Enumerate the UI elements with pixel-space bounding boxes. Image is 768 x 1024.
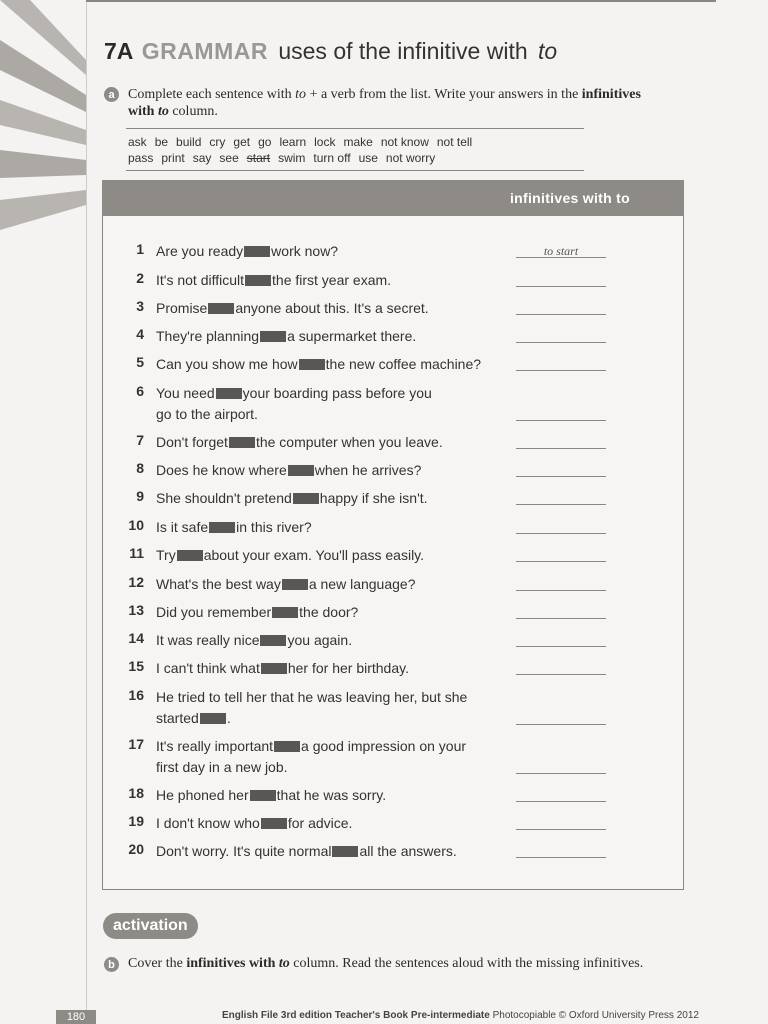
sentence-part: Did you remember [156, 604, 272, 620]
answer-line[interactable] [516, 674, 606, 675]
word-list-item: start [246, 151, 271, 165]
sentence-part: They're planning [156, 328, 260, 344]
word-list-bottom-rule [126, 170, 584, 171]
topic-prefix: uses of the infinitive with [278, 38, 528, 64]
sentence-text [156, 545, 486, 566]
sentence-part: He phoned her [156, 787, 249, 803]
sentence-part: a new language? [308, 576, 416, 592]
sentence-part: about your exam. You'll pass easily. [203, 547, 425, 563]
sentence-number: 5 [136, 354, 144, 370]
topic-word: to [538, 38, 558, 64]
sentence-text [156, 602, 486, 623]
answer-line[interactable] [516, 773, 606, 774]
answer-line[interactable] [516, 420, 606, 421]
word-list-item: swim [278, 151, 306, 165]
sentence-number: 17 [128, 736, 144, 752]
word-list-top-rule [126, 128, 584, 129]
sentence-part: in this river? [236, 519, 312, 535]
sentence-part: her for her birthday. [287, 660, 409, 676]
decorative-stripes [0, 0, 86, 250]
footer-credit: English File 3rd edition Teacher's Book Pre-intermediate Photocopiable © Oxford University Press 2012 [222, 1010, 699, 1021]
sentence-part: for advice. [287, 815, 353, 831]
sentence-text [156, 354, 486, 375]
answer-line[interactable] [516, 646, 606, 647]
answer-line[interactable] [516, 370, 606, 371]
answer-text: to start [543, 244, 579, 258]
answer-line[interactable] [516, 561, 606, 562]
sentence-text [156, 785, 486, 806]
sentence-text [156, 658, 486, 679]
sentence-part: the first year exam. [272, 272, 392, 288]
redacted-blank [209, 522, 235, 533]
redacted-blank [200, 713, 226, 724]
sentence-part: She shouldn't pretend [156, 490, 292, 506]
sentence-text [156, 460, 486, 481]
sentence-number: 11 [129, 545, 144, 561]
exercise-a-instruction: Complete each sentence with to + a verb from the list. Write your answers in the infinitives with to column. [128, 87, 641, 119]
answer-line[interactable] [516, 829, 606, 830]
sentence-part: . [226, 710, 231, 726]
sentence-part: work now? [271, 243, 339, 259]
sentence-number: 12 [128, 574, 144, 590]
answer-line[interactable] [516, 476, 606, 477]
top-rule [86, 0, 716, 2]
sentence-number: 15 [128, 658, 144, 674]
word-list-item: ask [128, 135, 147, 149]
sentence-part: a good impression on your [301, 738, 467, 754]
redacted-blank [261, 663, 287, 674]
sentence-text [156, 813, 486, 834]
sentence-part: I don't know who [156, 815, 260, 831]
sentence-number: 13 [128, 602, 144, 618]
redacted-blank [260, 635, 286, 646]
answer-line[interactable] [516, 342, 606, 343]
sentence-part: Does he know where [156, 462, 287, 478]
word-list-item: turn off [313, 151, 351, 165]
sentence-part: What's the best way [156, 576, 281, 592]
sentence-part: Try [156, 547, 176, 563]
word-list-item: say [192, 151, 212, 165]
sentence-part: the door? [299, 604, 359, 620]
word-list-item: learn [279, 135, 307, 149]
sentence-part: You need [156, 385, 215, 401]
sentence-part: I can't think what [156, 660, 260, 676]
word-list-item: lock [314, 135, 336, 149]
sentence-number: 14 [128, 630, 144, 646]
page-edge [86, 0, 87, 1024]
sentence-part: Don't worry. It's quite normal [156, 843, 332, 859]
sentence-text [156, 517, 486, 538]
sentence-text [156, 270, 486, 291]
sentence-number: 19 [128, 813, 144, 829]
sentence-part: Are you ready [156, 243, 244, 259]
sentence-part: It was really nice [156, 632, 260, 648]
sentence-part: you again. [287, 632, 353, 648]
answer-line[interactable] [516, 724, 606, 725]
sentence-part: all the answers. [359, 843, 457, 859]
word-list-item: cry [209, 135, 226, 149]
page-title [104, 38, 557, 65]
exercise-b-instruction: Cover the infinitives with to column. Read the sentences aloud with the missing infinitives. [128, 956, 644, 971]
sentence-text [156, 326, 486, 347]
sentence-part: go to the airport. [156, 406, 258, 422]
sentence-part: the new coffee machine? [325, 356, 482, 372]
sentence-part: It's not difficult [156, 272, 245, 288]
sentence-part: Is it safe [156, 519, 209, 535]
exercise-b-badge: b [104, 957, 119, 972]
word-list-item: make [343, 135, 373, 149]
sentence-text [156, 841, 486, 862]
sentence-number: 16 [128, 687, 144, 703]
word-list-item: be [154, 135, 169, 149]
sentence-number: 7 [136, 432, 144, 448]
answer-line[interactable] [516, 801, 606, 802]
sentence-part: the computer when you leave. [255, 434, 443, 450]
sentence-part: happy if she isn't. [319, 490, 428, 506]
sentence-part: He tried to tell her that he was leaving her, but she [156, 689, 468, 705]
redacted-blank [208, 303, 234, 314]
redacted-blank [245, 275, 271, 286]
word-list-item: pass [128, 151, 154, 165]
word-list-item: get [233, 135, 251, 149]
sentence-text [156, 432, 486, 453]
word-list-item: build [176, 135, 202, 149]
word-list-item: not tell [436, 135, 473, 149]
sentence-part: Promise [156, 300, 208, 316]
sentence-part: when he arrives? [314, 462, 422, 478]
word-list-item: go [258, 135, 272, 149]
page-number: 180 [56, 1010, 96, 1024]
word-list-item: not know [380, 135, 429, 149]
redacted-blank [177, 550, 203, 561]
sentence-number: 9 [136, 488, 144, 504]
redacted-blank [250, 790, 276, 801]
sentence-text [156, 241, 486, 262]
redacted-blank [274, 741, 300, 752]
sentence-part: that he was sorry. [276, 787, 387, 803]
sentence-number: 8 [136, 460, 144, 476]
redacted-blank [272, 607, 298, 618]
sentence-part: It's really important [156, 738, 274, 754]
unit-number: 7A [104, 38, 134, 64]
redacted-blank [261, 818, 287, 829]
answer-line[interactable] [516, 314, 606, 315]
answer-line[interactable] [516, 504, 606, 505]
sentence-part: Can you show me how [156, 356, 298, 372]
sentence-text [156, 630, 486, 651]
sentence-number: 6 [136, 383, 144, 399]
redacted-blank [244, 246, 270, 257]
word-list-item: not worry [385, 151, 436, 165]
redacted-blank [299, 359, 325, 370]
redacted-blank [216, 388, 242, 399]
redacted-blank [288, 465, 314, 476]
sentence-part: your boarding pass before you [242, 385, 432, 401]
answer-line[interactable] [516, 286, 606, 287]
redacted-blank [282, 579, 308, 590]
word-list-row-2 [128, 151, 443, 165]
sentence-text [156, 298, 486, 319]
sentence-text [156, 687, 486, 729]
sentence-number: 4 [136, 326, 144, 342]
redacted-blank [293, 493, 319, 504]
activation-label: activation [103, 913, 198, 939]
sentence-number: 1 [136, 241, 144, 257]
word-list-item: use [358, 151, 378, 165]
sentence-number: 18 [128, 785, 144, 801]
section-name: GRAMMAR [141, 38, 268, 64]
word-list-row-1 [128, 135, 480, 149]
sentence-text [156, 383, 486, 425]
sentence-part: started [156, 710, 199, 726]
sentence-number: 2 [136, 270, 144, 286]
answer-line[interactable] [516, 857, 606, 858]
answer-line[interactable] [516, 618, 606, 619]
answer-line[interactable] [516, 590, 606, 591]
sentence-part: anyone about this. It's a secret. [235, 300, 429, 316]
redacted-blank [260, 331, 286, 342]
sentence-text [156, 488, 486, 509]
sentence-text [156, 736, 486, 778]
redacted-blank [229, 437, 255, 448]
sentence-part: Don't forget [156, 434, 228, 450]
answer-line[interactable] [516, 533, 606, 534]
redacted-blank [332, 846, 358, 857]
sentence-text [156, 574, 486, 595]
word-list-item: print [161, 151, 185, 165]
sentence-number: 3 [136, 298, 144, 314]
box-header [102, 180, 684, 216]
sentence-number: 10 [128, 517, 144, 533]
exercise-a-badge: a [104, 87, 119, 102]
word-list-item: see [219, 151, 239, 165]
answer-line[interactable] [516, 448, 606, 449]
sentence-number: 20 [128, 841, 144, 857]
box-header-label: infinitives with to [509, 190, 630, 206]
sentence-part: a supermarket there. [287, 328, 417, 344]
sentence-part: first day in a new job. [156, 759, 288, 775]
